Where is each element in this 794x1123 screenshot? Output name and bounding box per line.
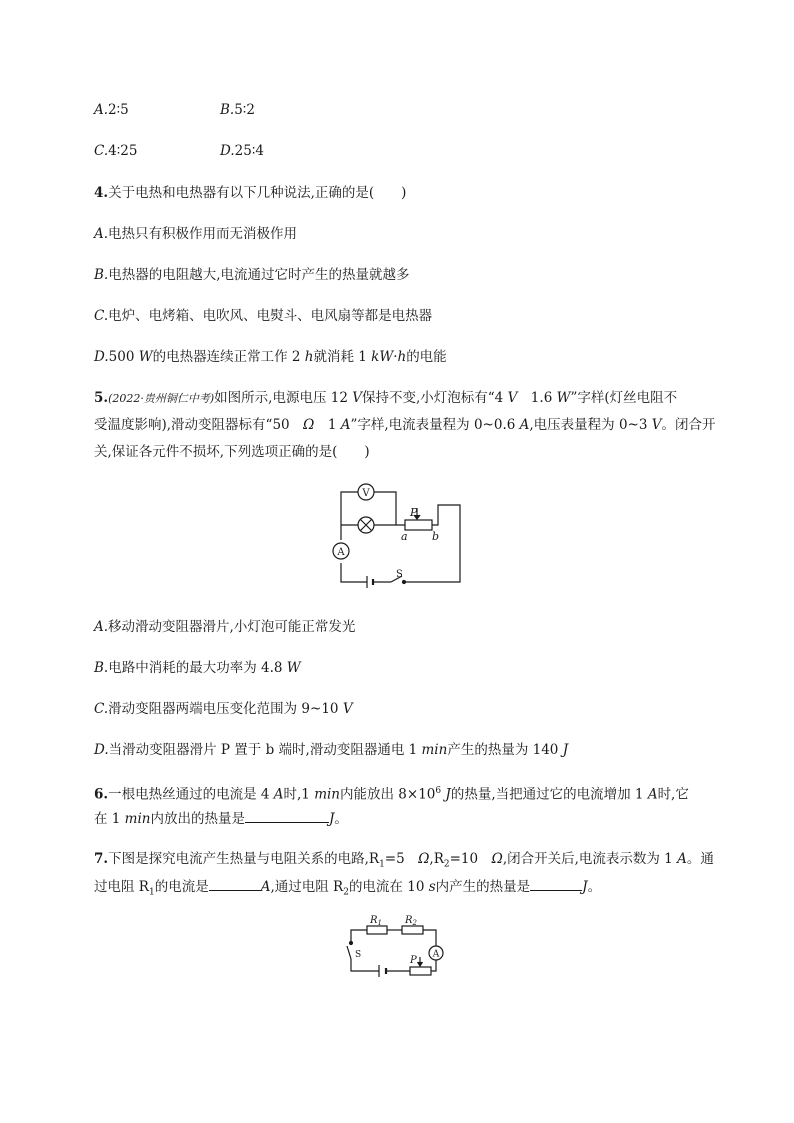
- subscript: 1: [379, 859, 385, 870]
- question-number: 6.: [94, 786, 109, 803]
- option-text: 移动滑动变阻器滑片,小灯泡可能正常发光: [108, 619, 356, 635]
- switch-label: S: [355, 950, 362, 960]
- option-letter: D.: [220, 143, 235, 159]
- option-text: 电热器的电阻越大,电流通过它时产生的热量就越多: [108, 267, 410, 283]
- text-part: 1.6: [517, 390, 557, 406]
- option-letter: B.: [94, 660, 109, 676]
- option-letter: A.: [94, 619, 109, 635]
- subscript: 2: [343, 887, 349, 898]
- subscript: 1: [148, 887, 155, 898]
- r2-label: $R_2$: [405, 915, 417, 927]
- text-part: 内产生的热量是: [435, 879, 531, 895]
- switch-blade: [347, 946, 351, 959]
- text-part: 保持不变,小灯泡标有“4: [361, 390, 508, 406]
- unit: A: [647, 786, 658, 803]
- unit: s: [428, 879, 436, 895]
- text-part: 时,它: [657, 786, 689, 803]
- option-letter: A.: [94, 226, 109, 242]
- question-number: 5.: [94, 390, 109, 406]
- switch-contact: [350, 942, 353, 945]
- rheostat-body: [410, 967, 431, 975]
- unit: min: [124, 811, 151, 827]
- resistor-r2: [402, 926, 423, 934]
- option-letter: C.: [94, 143, 109, 159]
- text-part: 的电流在 10: [348, 879, 429, 895]
- switch-label: S: [396, 569, 403, 580]
- option-letter: C.: [94, 308, 109, 324]
- option-text: 25∶4: [234, 143, 264, 159]
- unit: V: [651, 417, 662, 433]
- unit: J: [445, 786, 451, 803]
- wire: [423, 930, 436, 946]
- unit: A: [273, 786, 284, 803]
- text-part: ”字样(灯丝电阻不: [570, 390, 678, 406]
- text-part: 在 1: [94, 811, 125, 827]
- text-part: 的热量,当把通过它的电流增加 1: [450, 786, 648, 803]
- unit: W: [138, 349, 153, 365]
- text-part: 下图是探究电流产生热量与电阻关系的电路,R: [108, 851, 380, 867]
- option-letter: B.: [220, 102, 235, 118]
- question-source: (2022·贵州铜仁中考): [108, 392, 215, 405]
- unit: W: [556, 390, 571, 406]
- text-part: 的电流是: [154, 879, 209, 895]
- text-part: ,R: [429, 851, 444, 867]
- text-part: 。通: [686, 851, 714, 867]
- unit: V: [342, 701, 353, 717]
- unit: kW·h: [371, 349, 407, 365]
- r1-label: $R_1$: [370, 915, 382, 927]
- text-part: 的电能: [406, 349, 447, 365]
- unit: V: [507, 390, 518, 406]
- text-part: 。闭合开: [661, 417, 716, 433]
- option-text: 2∶5: [108, 102, 129, 118]
- unit: A: [260, 879, 271, 895]
- unit: V: [352, 390, 362, 406]
- unit: A: [677, 851, 687, 867]
- unit: A: [340, 417, 351, 433]
- resistor-r1: [367, 926, 387, 934]
- unit: J: [562, 742, 569, 758]
- text-part: ,通过电阻 R: [270, 879, 344, 895]
- wire: [351, 959, 379, 971]
- text-part: 就消耗 1: [313, 349, 372, 365]
- exponent: 6: [435, 786, 442, 796]
- ammeter-label: A: [432, 949, 440, 960]
- text-part: 的电热器连续正常工作 2: [152, 349, 305, 365]
- text-part: ,电压表量程为 0~3: [529, 417, 652, 433]
- text-part: 受温度影响),滑动变阻器标有“50: [94, 417, 304, 433]
- subscript: 2: [443, 859, 450, 870]
- option-letter: A.: [94, 102, 109, 118]
- unit: W: [286, 660, 301, 676]
- unit: Ω: [418, 851, 430, 867]
- question-number: 7.: [94, 851, 109, 867]
- text-part: 时,1: [283, 786, 315, 803]
- option-text: 5∶2: [234, 102, 255, 118]
- text-part: ,闭合开关后,电流表示数为 1: [502, 851, 678, 867]
- unit: J: [329, 811, 335, 827]
- text-part: =5: [384, 851, 419, 867]
- end-a-label: a: [401, 530, 408, 543]
- end-b-label: b: [432, 530, 440, 543]
- text-part: 内能放出 8×10: [340, 786, 436, 803]
- text-part: 产生的热量为 140: [447, 742, 563, 758]
- option-letter: B.: [94, 267, 109, 283]
- text-part: 1: [314, 417, 341, 433]
- question-text: 关于电热和电热器有以下几种说法,正确的是( ): [108, 185, 407, 201]
- option-text: 4∶25: [108, 143, 138, 159]
- q5-stem-line-3: 关,保证各元件不损坏,下列选项正确的是( ): [94, 444, 370, 460]
- text-part: 。: [587, 879, 602, 895]
- text-part: 滑动变阻器两端电压变化范围为 9~10: [108, 701, 343, 717]
- text-part: 。: [334, 811, 348, 827]
- ammeter-label: A: [337, 547, 345, 558]
- text-part: 500: [108, 349, 139, 365]
- text-part: 内放出的热量是: [150, 811, 245, 827]
- slider-label: P: [410, 955, 417, 966]
- text-part: 过电阻 R: [94, 879, 149, 895]
- unit: min: [314, 786, 341, 803]
- option-letter: D.: [94, 742, 109, 758]
- rheostat-slider-arrow: [418, 962, 423, 966]
- text-part: 如图所示,电源电压 12: [214, 390, 353, 406]
- unit: min: [421, 742, 448, 758]
- text-part: 一根电热丝通过的电流是 4: [108, 786, 274, 803]
- option-letter: D.: [94, 349, 109, 365]
- option-letter: C.: [94, 701, 109, 717]
- wire: [431, 960, 436, 971]
- unit: Ω: [491, 851, 503, 867]
- text-part: 电路中消耗的最大功率为 4.8: [108, 660, 287, 676]
- unit: J: [582, 879, 588, 895]
- slider-label: P: [410, 506, 418, 519]
- unit: h: [304, 349, 314, 365]
- text-part: =10: [449, 851, 492, 867]
- text-part: ”字样,电流表量程为 0~0.6: [350, 417, 520, 433]
- option-text: 电炉、电烤箱、电吹风、电熨斗、电风扇等都是电热器: [108, 308, 433, 324]
- voltmeter-label: V: [362, 488, 370, 499]
- question-number: 4.: [94, 185, 109, 201]
- unit: Ω: [303, 417, 315, 433]
- unit: A: [519, 417, 530, 433]
- wire: [351, 930, 367, 943]
- text-part: 当滑动变阻器滑片 P 置于 b 端时,滑动变阻器通电 1: [108, 742, 422, 758]
- option-text: 电热只有积极作用而无消极作用: [108, 226, 298, 242]
